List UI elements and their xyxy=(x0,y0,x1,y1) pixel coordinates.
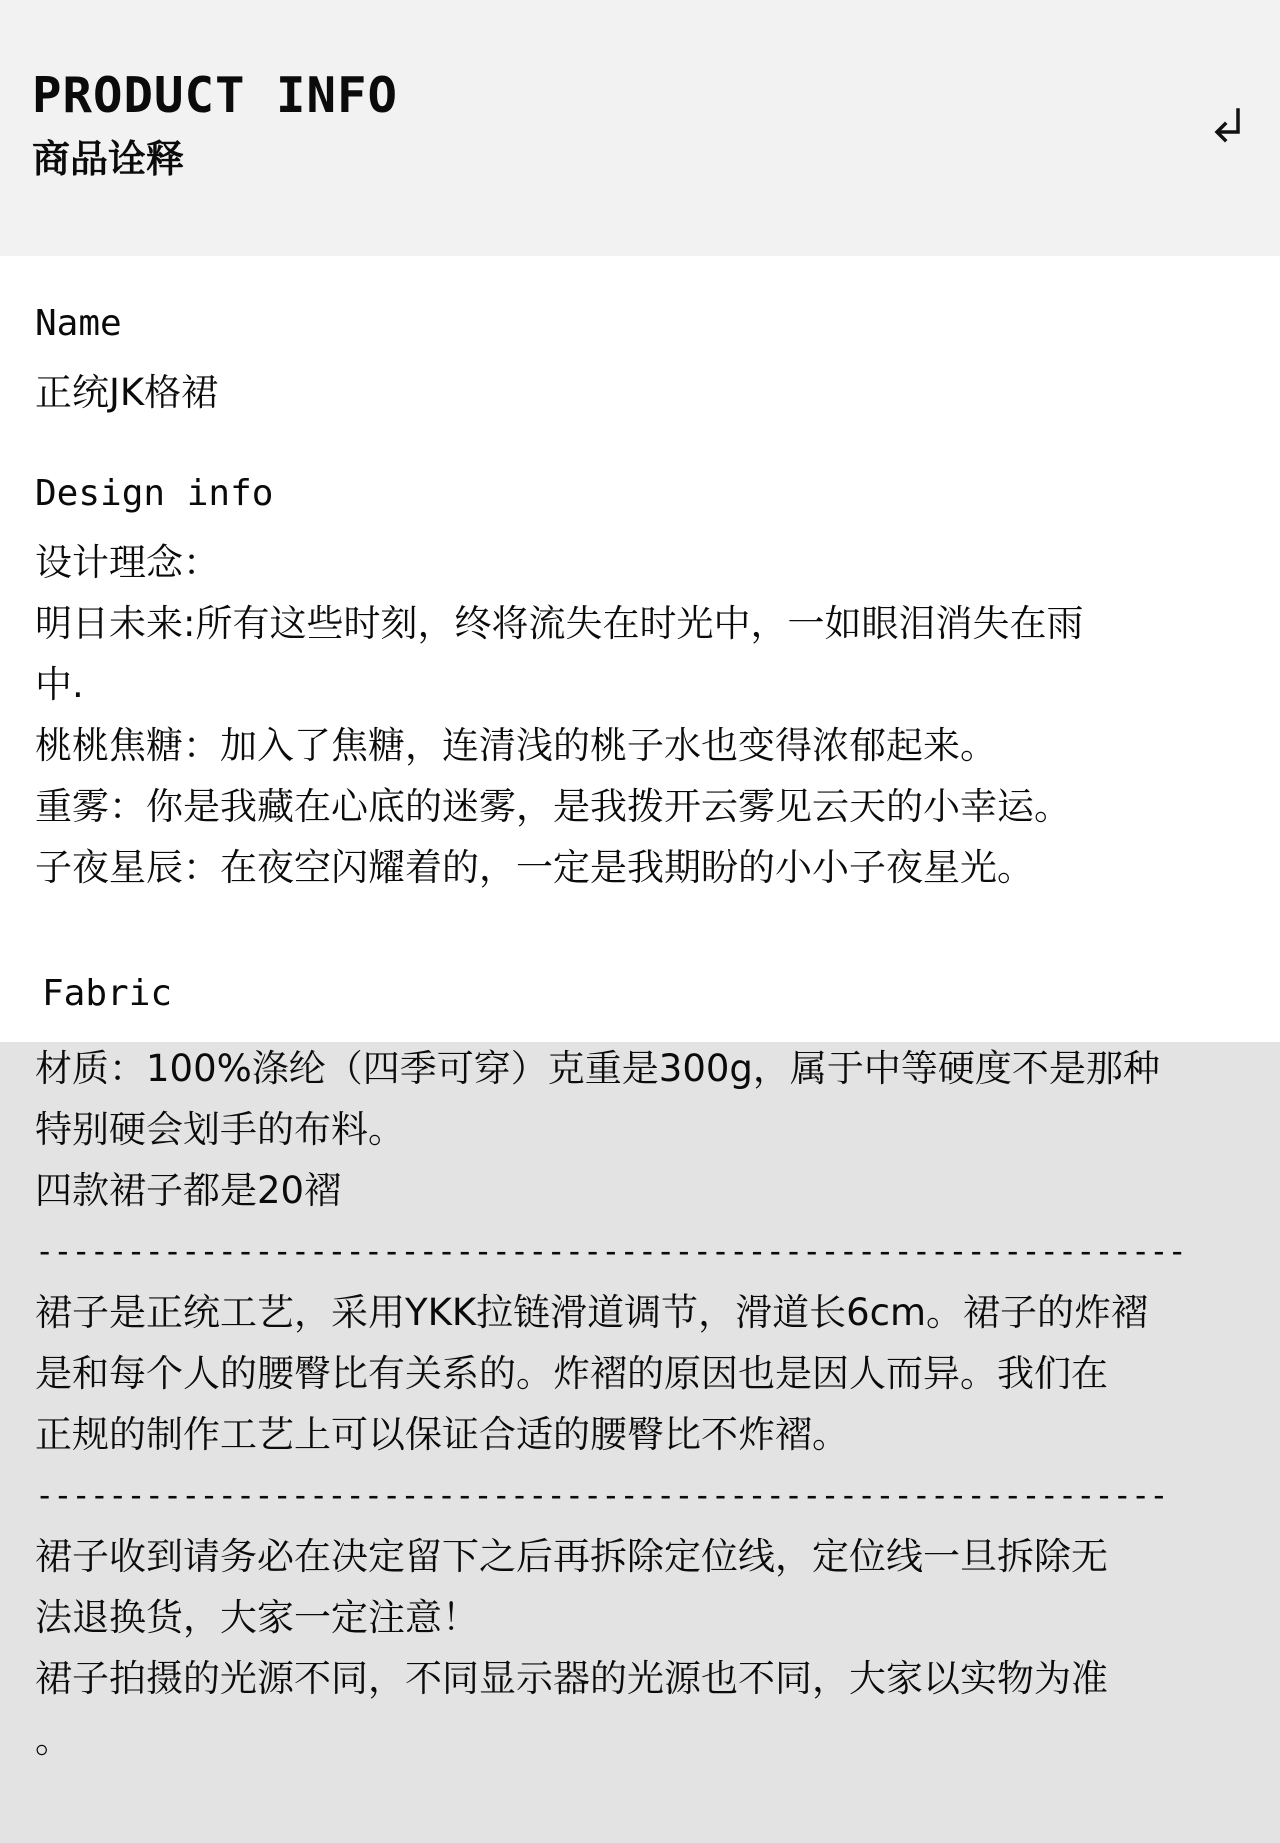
fabric-text xyxy=(35,1038,1240,1770)
return-arrow-icon[interactable] xyxy=(1212,104,1244,150)
name-label: Name xyxy=(35,303,122,344)
craft-line: 正规的制作工艺上可以保证合适的腰臀比不炸褶。 xyxy=(35,1413,849,1456)
craft-line: 裙子是正统工艺，采用YKK拉链滑道调节，滑道长6cm。裙子的炸褶 xyxy=(35,1291,1149,1334)
design-line: 桃桃焦糖：加入了焦糖，连清浅的桃子水也变得浓郁起来。 xyxy=(35,724,997,767)
product-name: 正统JK格裙 xyxy=(35,371,219,414)
design-line: 子夜星辰：在夜空闪耀着的，一定是我期盼的小小子夜星光。 xyxy=(35,846,1034,889)
material-line: 材质：100%涤纶（四季可穿）克重是300g，属于中等硬度不是那种 xyxy=(35,1047,1160,1090)
page-title: PRODUCT INFO xyxy=(32,67,399,124)
notice-line: 。 xyxy=(35,1718,72,1761)
design-info-text xyxy=(35,532,1240,898)
design-line: 设计理念： xyxy=(35,541,220,584)
notice-line: 裙子拍摄的光源不同，不同显示器的光源也不同，大家以实物为准 xyxy=(35,1657,1108,1700)
header xyxy=(0,0,1280,256)
fabric-label: Fabric xyxy=(42,973,173,1014)
divider: -------------------------------------------------------------- xyxy=(35,1476,1168,1514)
design-info-label: Design info xyxy=(35,473,274,514)
notice-line: 法退换货，大家一定注意！ xyxy=(35,1596,479,1639)
design-line: 重雾：你是我藏在心底的迷雾，是我拨开云雾见云天的小幸运。 xyxy=(35,785,1071,828)
craft-line: 是和每个人的腰臀比有关系的。炸褶的原因也是因人而异。我们在 xyxy=(35,1352,1108,1395)
design-line: 中. xyxy=(35,663,84,706)
page-subtitle: 商品诠释 xyxy=(32,137,185,181)
divider: --------------------------------------------------------------- xyxy=(35,1232,1186,1270)
name-value xyxy=(35,362,1240,423)
material-line: 四款裙子都是20褶 xyxy=(35,1169,342,1212)
design-line: 明日未来:所有这些时刻，终将流失在时光中，一如眼泪消失在雨 xyxy=(35,602,1084,645)
material-line: 特别硬会划手的布料。 xyxy=(35,1108,405,1151)
notice-line: 裙子收到请务必在决定留下之后再拆除定位线，定位线一旦拆除无 xyxy=(35,1535,1108,1578)
